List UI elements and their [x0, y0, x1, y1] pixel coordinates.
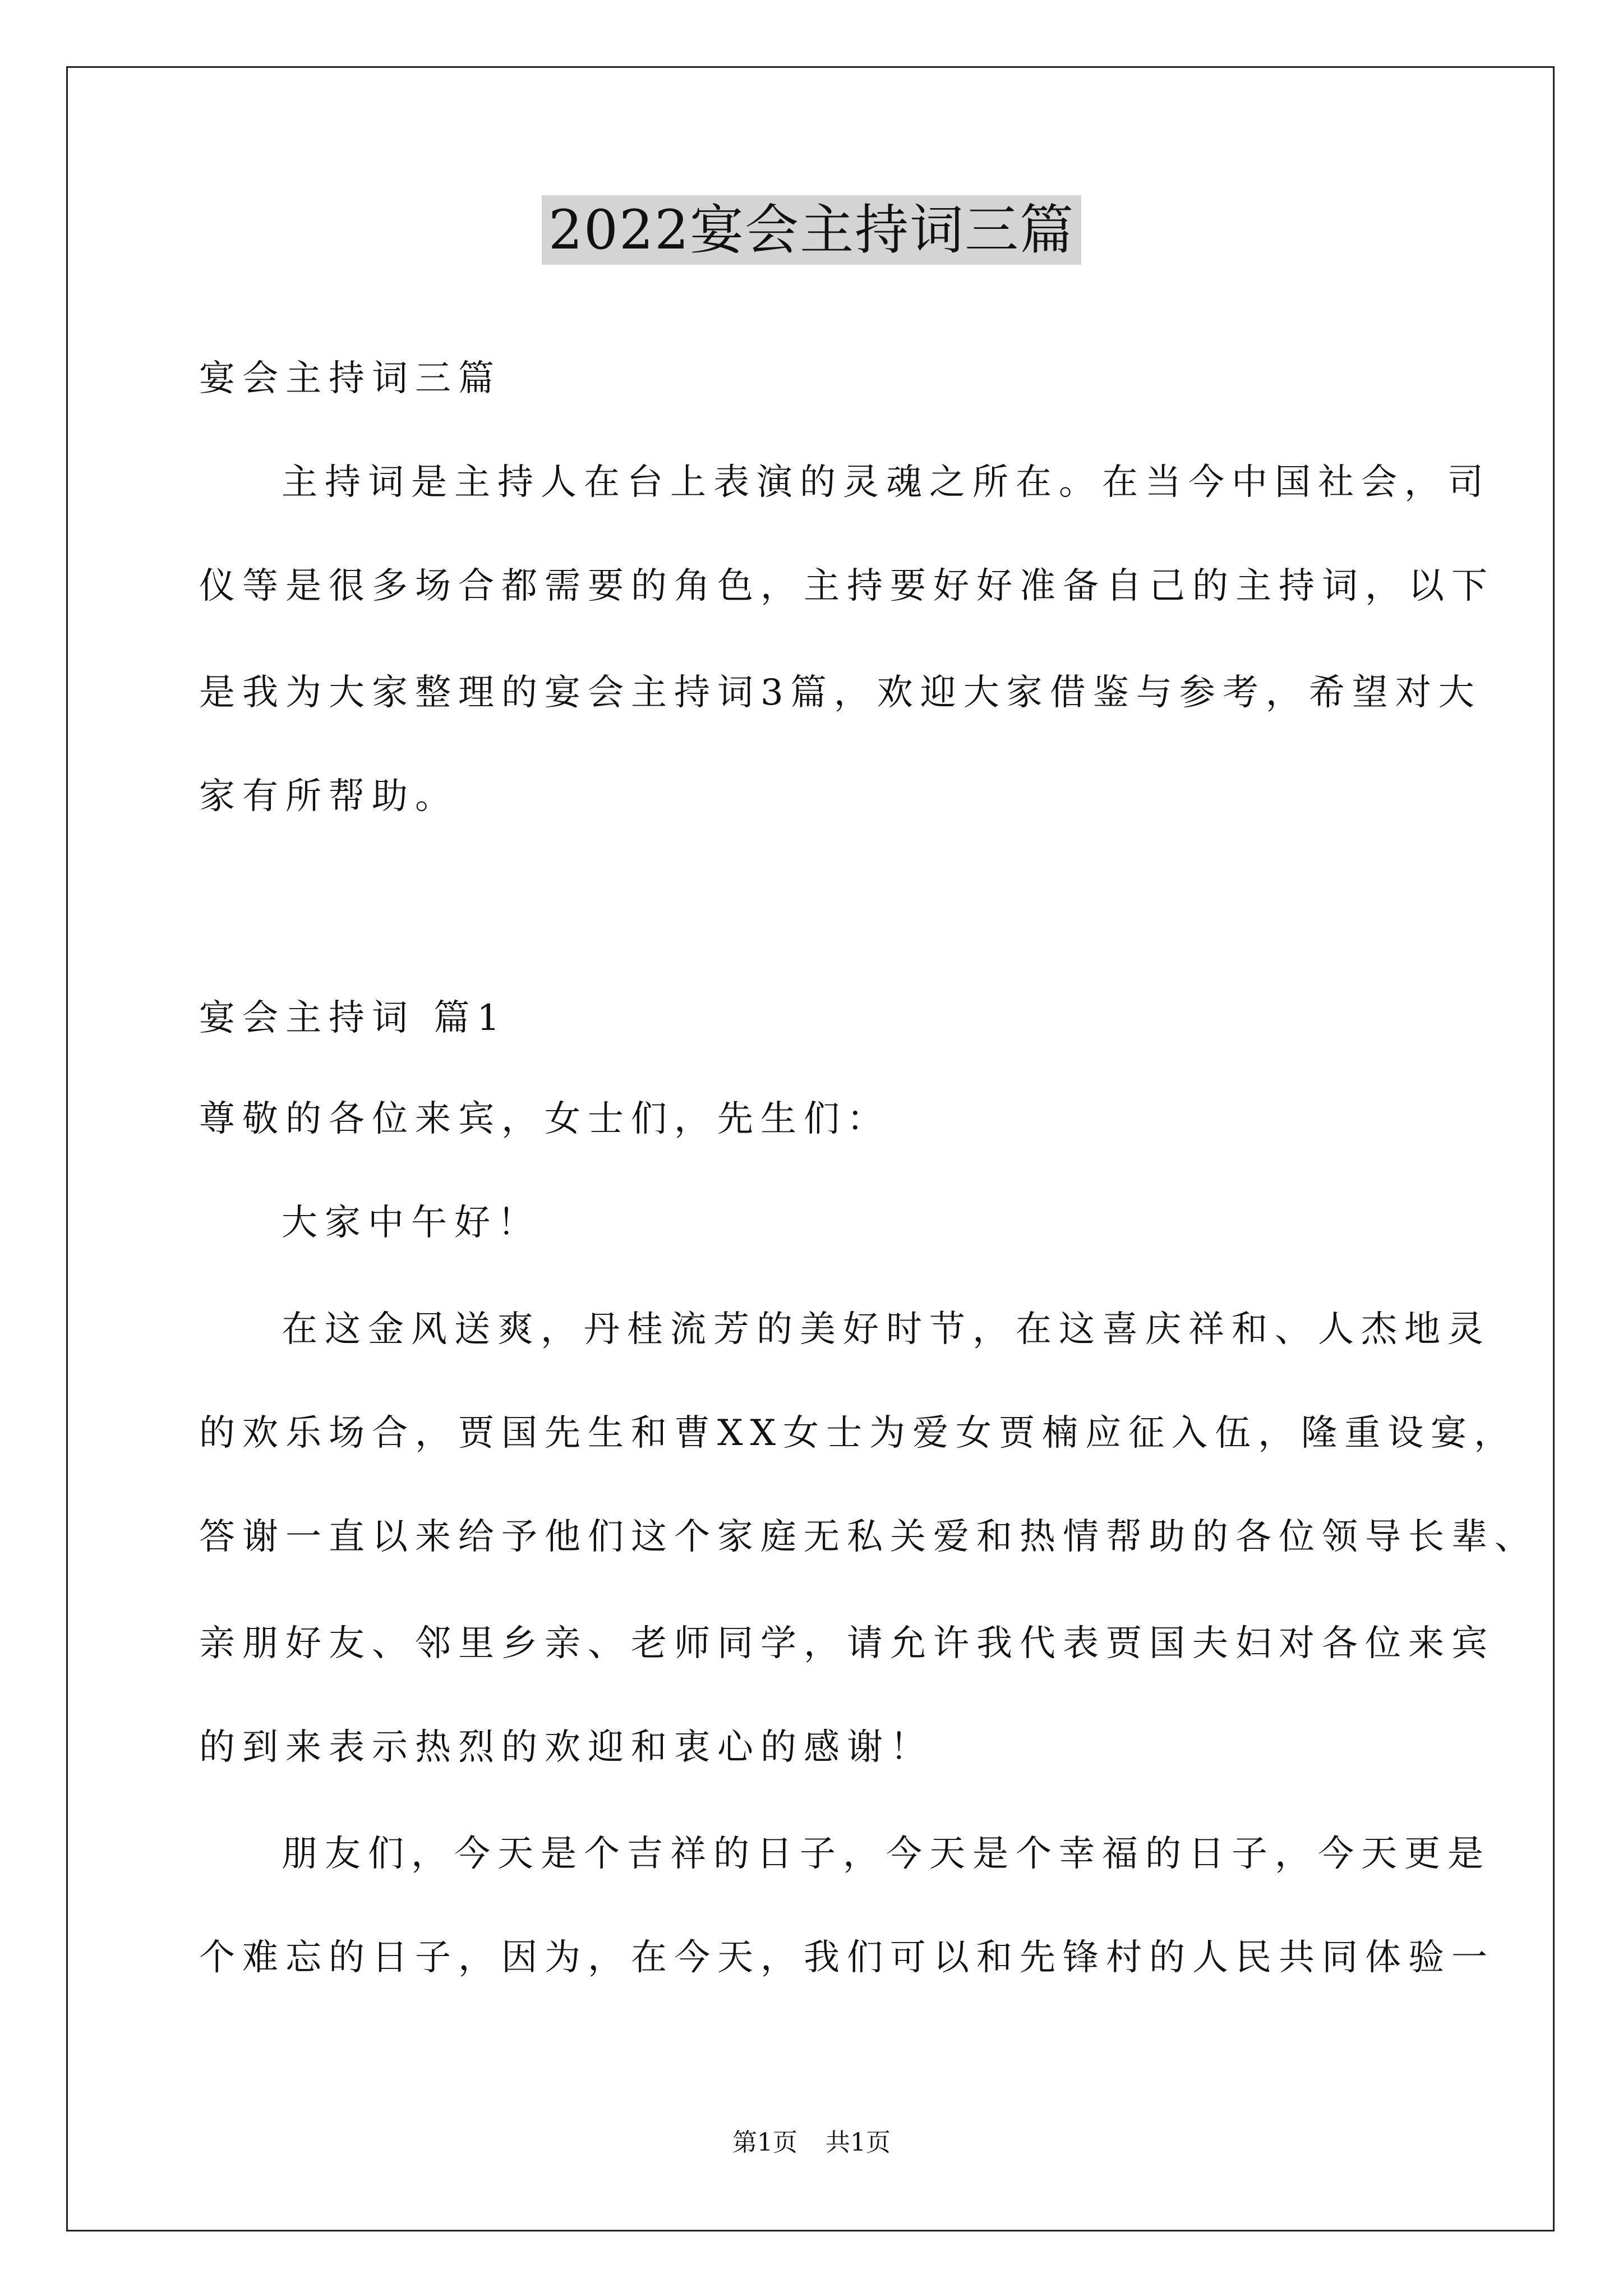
para2-line-2: 个难忘的日子，因为，在今天，我们可以和先锋村的人民共同体验一 [199, 1937, 1495, 1978]
para1-line-5: 的到来表示热烈的欢迎和衷心的感谢！ [199, 1727, 933, 1768]
greeting: 大家中午好！ [282, 1202, 541, 1244]
para1-line-2: 的欢乐场合，贾国先生和曹XX女士为爱女贾楠应征入伍，隆重设宴， [199, 1412, 1518, 1454]
intro-line-2: 仪等是很多场合都需要的角色，主持要好好准备自己的主持词，以下 [199, 565, 1495, 607]
para1-line-4: 亲朋好友、邻里乡亲、老师同学，请允许我代表贾国夫妇对各位来宾 [199, 1623, 1495, 1664]
para1-line-1: 在这金风送爽，丹桂流芳的美好时节，在这喜庆祥和、人杰地灵 [282, 1309, 1491, 1350]
para2-line-1: 朋友们，今天是个吉祥的日子，今天是个幸福的日子，今天更是 [282, 1833, 1491, 1875]
para1-line-3: 答谢一直以来给予他们这个家庭无私关爱和热情帮助的各位领导长辈、 [199, 1516, 1538, 1558]
intro-line-3: 是我为大家整理的宴会主持词3篇，欢迎大家借鉴与参考，希望对大 [199, 672, 1482, 714]
intro-line-4: 家有所帮助。 [199, 776, 458, 817]
salutation: 尊敬的各位来宾，女士们，先生们： [199, 1098, 890, 1140]
document-title [0, 191, 1623, 269]
page-number-current: 第1页 [732, 2128, 797, 2157]
subtitle: 宴会主持词三篇 [199, 358, 501, 399]
page-number-total: 共1页 [826, 2128, 891, 2157]
section-heading: 宴会主持词 篇1 [199, 997, 508, 1039]
document-title-text: 2022宴会主持词三篇 [542, 195, 1081, 265]
page-footer [0, 2126, 1623, 2160]
intro-line-1: 主持词是主持人在台上表演的灵魂之所在。在当今中国社会，司 [282, 462, 1491, 503]
